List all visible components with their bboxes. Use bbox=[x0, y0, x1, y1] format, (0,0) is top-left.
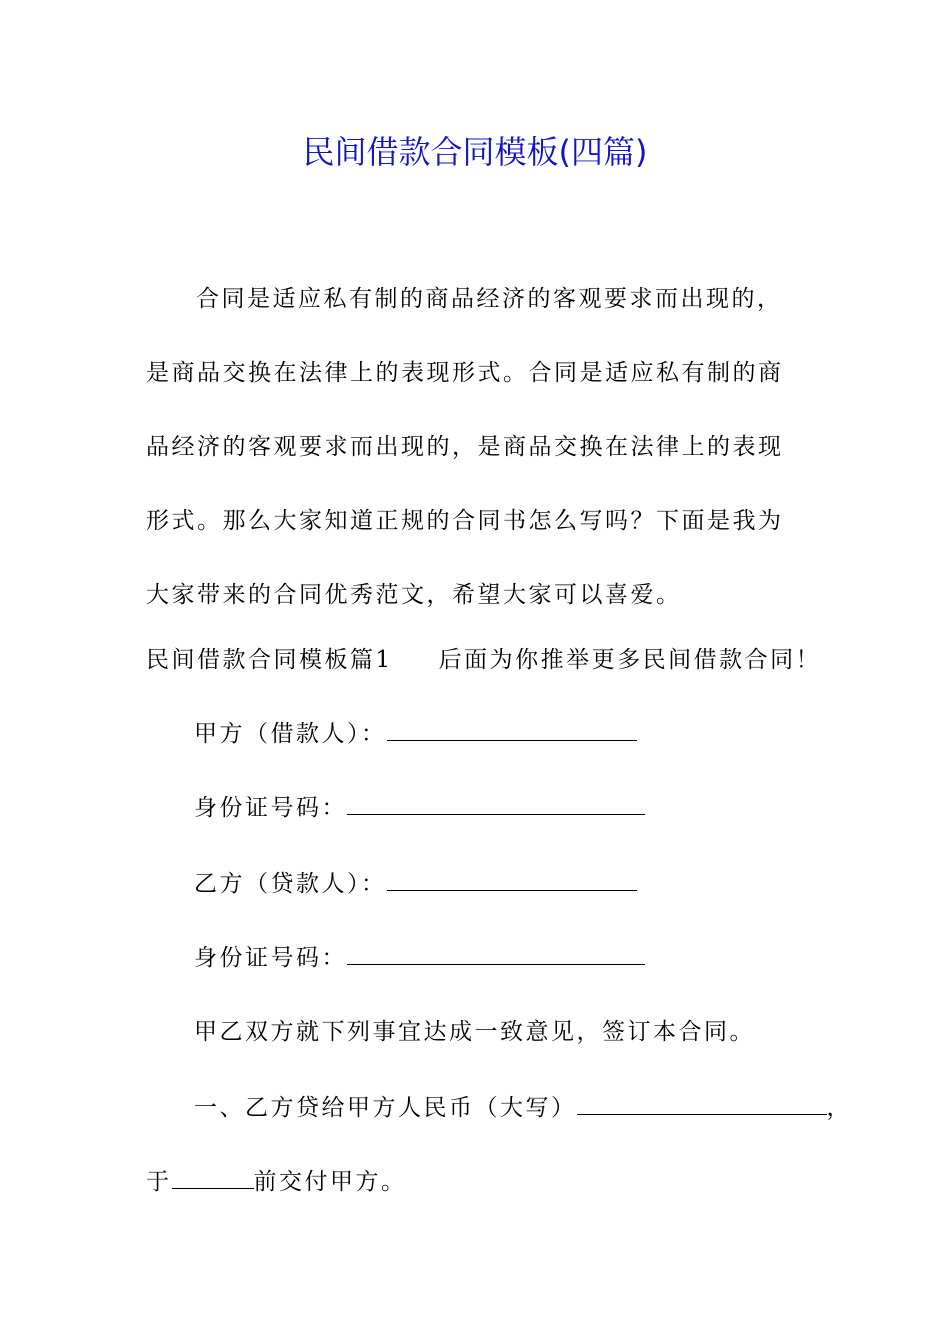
party-a-label: 甲方（借款人）： bbox=[194, 721, 387, 747]
clause1-comma: ， bbox=[826, 1095, 852, 1121]
party-a-blank[interactable] bbox=[387, 718, 637, 741]
clause1-continued-line bbox=[146, 1162, 407, 1202]
party-b-blank[interactable] bbox=[387, 868, 637, 891]
clause1-start: 一、乙方贷给甲方人民币（大写） bbox=[194, 1095, 577, 1121]
amount-blank[interactable] bbox=[577, 1092, 827, 1115]
id-a-label: 身份证号码： bbox=[194, 795, 347, 821]
document-title: 民间借款合同模板(四篇) bbox=[302, 133, 648, 171]
agreement-line: 甲乙双方就下列事宜达成一致意见，签订本合同。 bbox=[194, 1019, 755, 1045]
clause1-line bbox=[194, 1088, 852, 1128]
section-heading-line bbox=[146, 640, 821, 680]
party-b-line bbox=[194, 864, 637, 904]
id-b-blank[interactable] bbox=[347, 942, 645, 965]
id-b-label: 身份证号码： bbox=[194, 945, 347, 971]
section-heading: 民间借款合同模板篇1 bbox=[146, 647, 393, 673]
clause1-prefix: 于 bbox=[146, 1169, 172, 1195]
id-b-line bbox=[194, 938, 645, 978]
recommend-link[interactable]: 后面为你推举更多民间借款合同！ bbox=[438, 647, 822, 673]
id-a-line bbox=[194, 788, 645, 828]
id-a-blank[interactable] bbox=[347, 792, 645, 815]
clause1-suffix: 前交付甲方。 bbox=[253, 1169, 407, 1195]
party-b-label: 乙方（贷款人）： bbox=[194, 871, 387, 897]
date-blank[interactable] bbox=[172, 1166, 254, 1189]
party-a-line bbox=[194, 714, 637, 754]
intro-paragraph: 合同是适应私有制的商品经济的客观要求而出现的，是商品交换在法律上的表现形式。合同是适应私有制的商品经济的客观要求而出现的，是商品交换在法律上的表现形式。那么大家知道正规的合同书怎么写吗？下面是我为大家带来的合同优秀范文，希望大家可以喜爱。 bbox=[146, 286, 784, 608]
